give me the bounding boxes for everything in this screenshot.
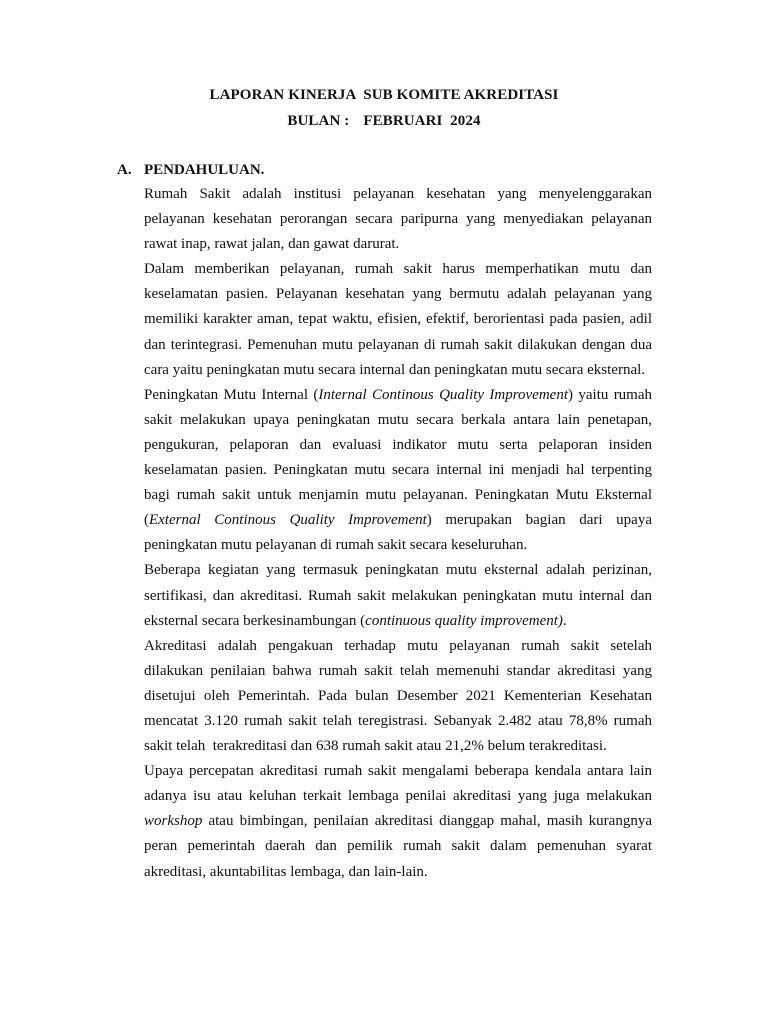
paragraph-1: Rumah Sakit adalah institusi pelayanan kesehatan yang menyelenggarakan pelayanan kesehatan perorangan secara paripurna yang menyediakan pelayanan rawat inap, rawat jalan, dan gawat darurat.	[144, 186, 652, 253]
period-value: FEBRUARI 2024	[363, 113, 481, 129]
paragraph-3-part-c: ) yaitu rumah sakit melakukan upaya peningkatan mutu secara berkala antara lain penetapan, pengukuran, pelaporan dan evaluasi indikator mutu serta pelaporan insiden keselamatan pasien. Peningkatan mutu secara internal ini menjadi hal terpenting bagi rumah sakit untuk menjamin mutu pelayanan. Peningkatan Mutu Eksternal (	[144, 386, 653, 529]
paragraph-6-part-c: atau bimbingan, penilaian akreditasi dianggap mahal, masih kurangnya peran pemerintah daerah dan pemilik rumah sakit dalam pemenuhan syarat akreditasi, akuntabilitas lembaga, dan lain-lain.	[144, 813, 652, 880]
paragraph-4-part-c: .	[562, 612, 567, 629]
paragraph-6-part-a: Upaya percepatan akreditasi rumah sakit mengalami beberapa kendala antara lain adanya isu atau keluhan terkait lembaga penilai akreditasi yang juga melakukan	[144, 763, 652, 805]
workshop-term: workshop	[144, 813, 203, 830]
paragraph-4	[144, 558, 652, 633]
period-label: BULAN :	[287, 113, 350, 129]
paragraph-3	[144, 383, 652, 559]
section-body	[144, 182, 656, 885]
report-title: LAPORAN KINERJA SUB KOMITE AKREDITASI	[209, 87, 559, 103]
internal-improvement-term: Internal Continous Quality Improvement	[318, 386, 568, 403]
external-improvement-term: External Continous Quality Improvement	[149, 512, 427, 529]
paragraph-4-part-a: Beberapa kegiatan yang termasuk peningkatan mutu eksternal adalah perizinan, sertifikasi, dan akreditasi. Rumah sakit melakukan peningkatan mutu internal dan eksternal secara berkesinambungan (	[144, 562, 652, 629]
paragraph-6	[144, 759, 652, 884]
paragraph-5: Akreditasi adalah pengakuan terhadap mutu pelayanan rumah sakit setelah dilakukan penilaian bahwa rumah sakit telah memenuhi standar akreditasi yang disetujui oleh Pemerintah. Pada bulan Desember 2021 Kementerian Kesehatan mencatat 3.120 rumah sakit telah teregistrasi. Sebanyak 2.482 atau 78,8% rumah sakit telah terakreditasi dan 638 rumah sakit atau 21,2% belum terakreditasi.	[144, 637, 656, 755]
paragraph-3-part-a: Peningkatan Mutu Internal (	[144, 386, 319, 403]
paragraph-3-part-e: ) merupakan bagian dari upaya peningkatan mutu pelayanan di rumah sakit secara keseluruhan.	[144, 512, 652, 554]
section-heading	[117, 162, 264, 179]
continuous-improvement-term: continuous quality improvement)	[365, 612, 563, 629]
paragraph-2: Dalam memberikan pelayanan, rumah sakit harus memperhatikan mutu dan keselamatan pasien. Pelayanan kesehatan yang bermutu adalah pelayanan yang memiliki karakter aman, tepat waktu, efisien, efektif, berorientasi pada pasien, adil dan terintegrasi. Pemenuhan mutu pelayanan di rumah sakit dilakukan dengan dua cara yaitu peningkatan mutu secara internal dan peningkatan mutu secara eksternal.	[144, 261, 652, 378]
section-title: PENDAHULUAN.	[144, 162, 265, 178]
report-period	[0, 113, 768, 130]
section-number: A.	[117, 162, 132, 178]
